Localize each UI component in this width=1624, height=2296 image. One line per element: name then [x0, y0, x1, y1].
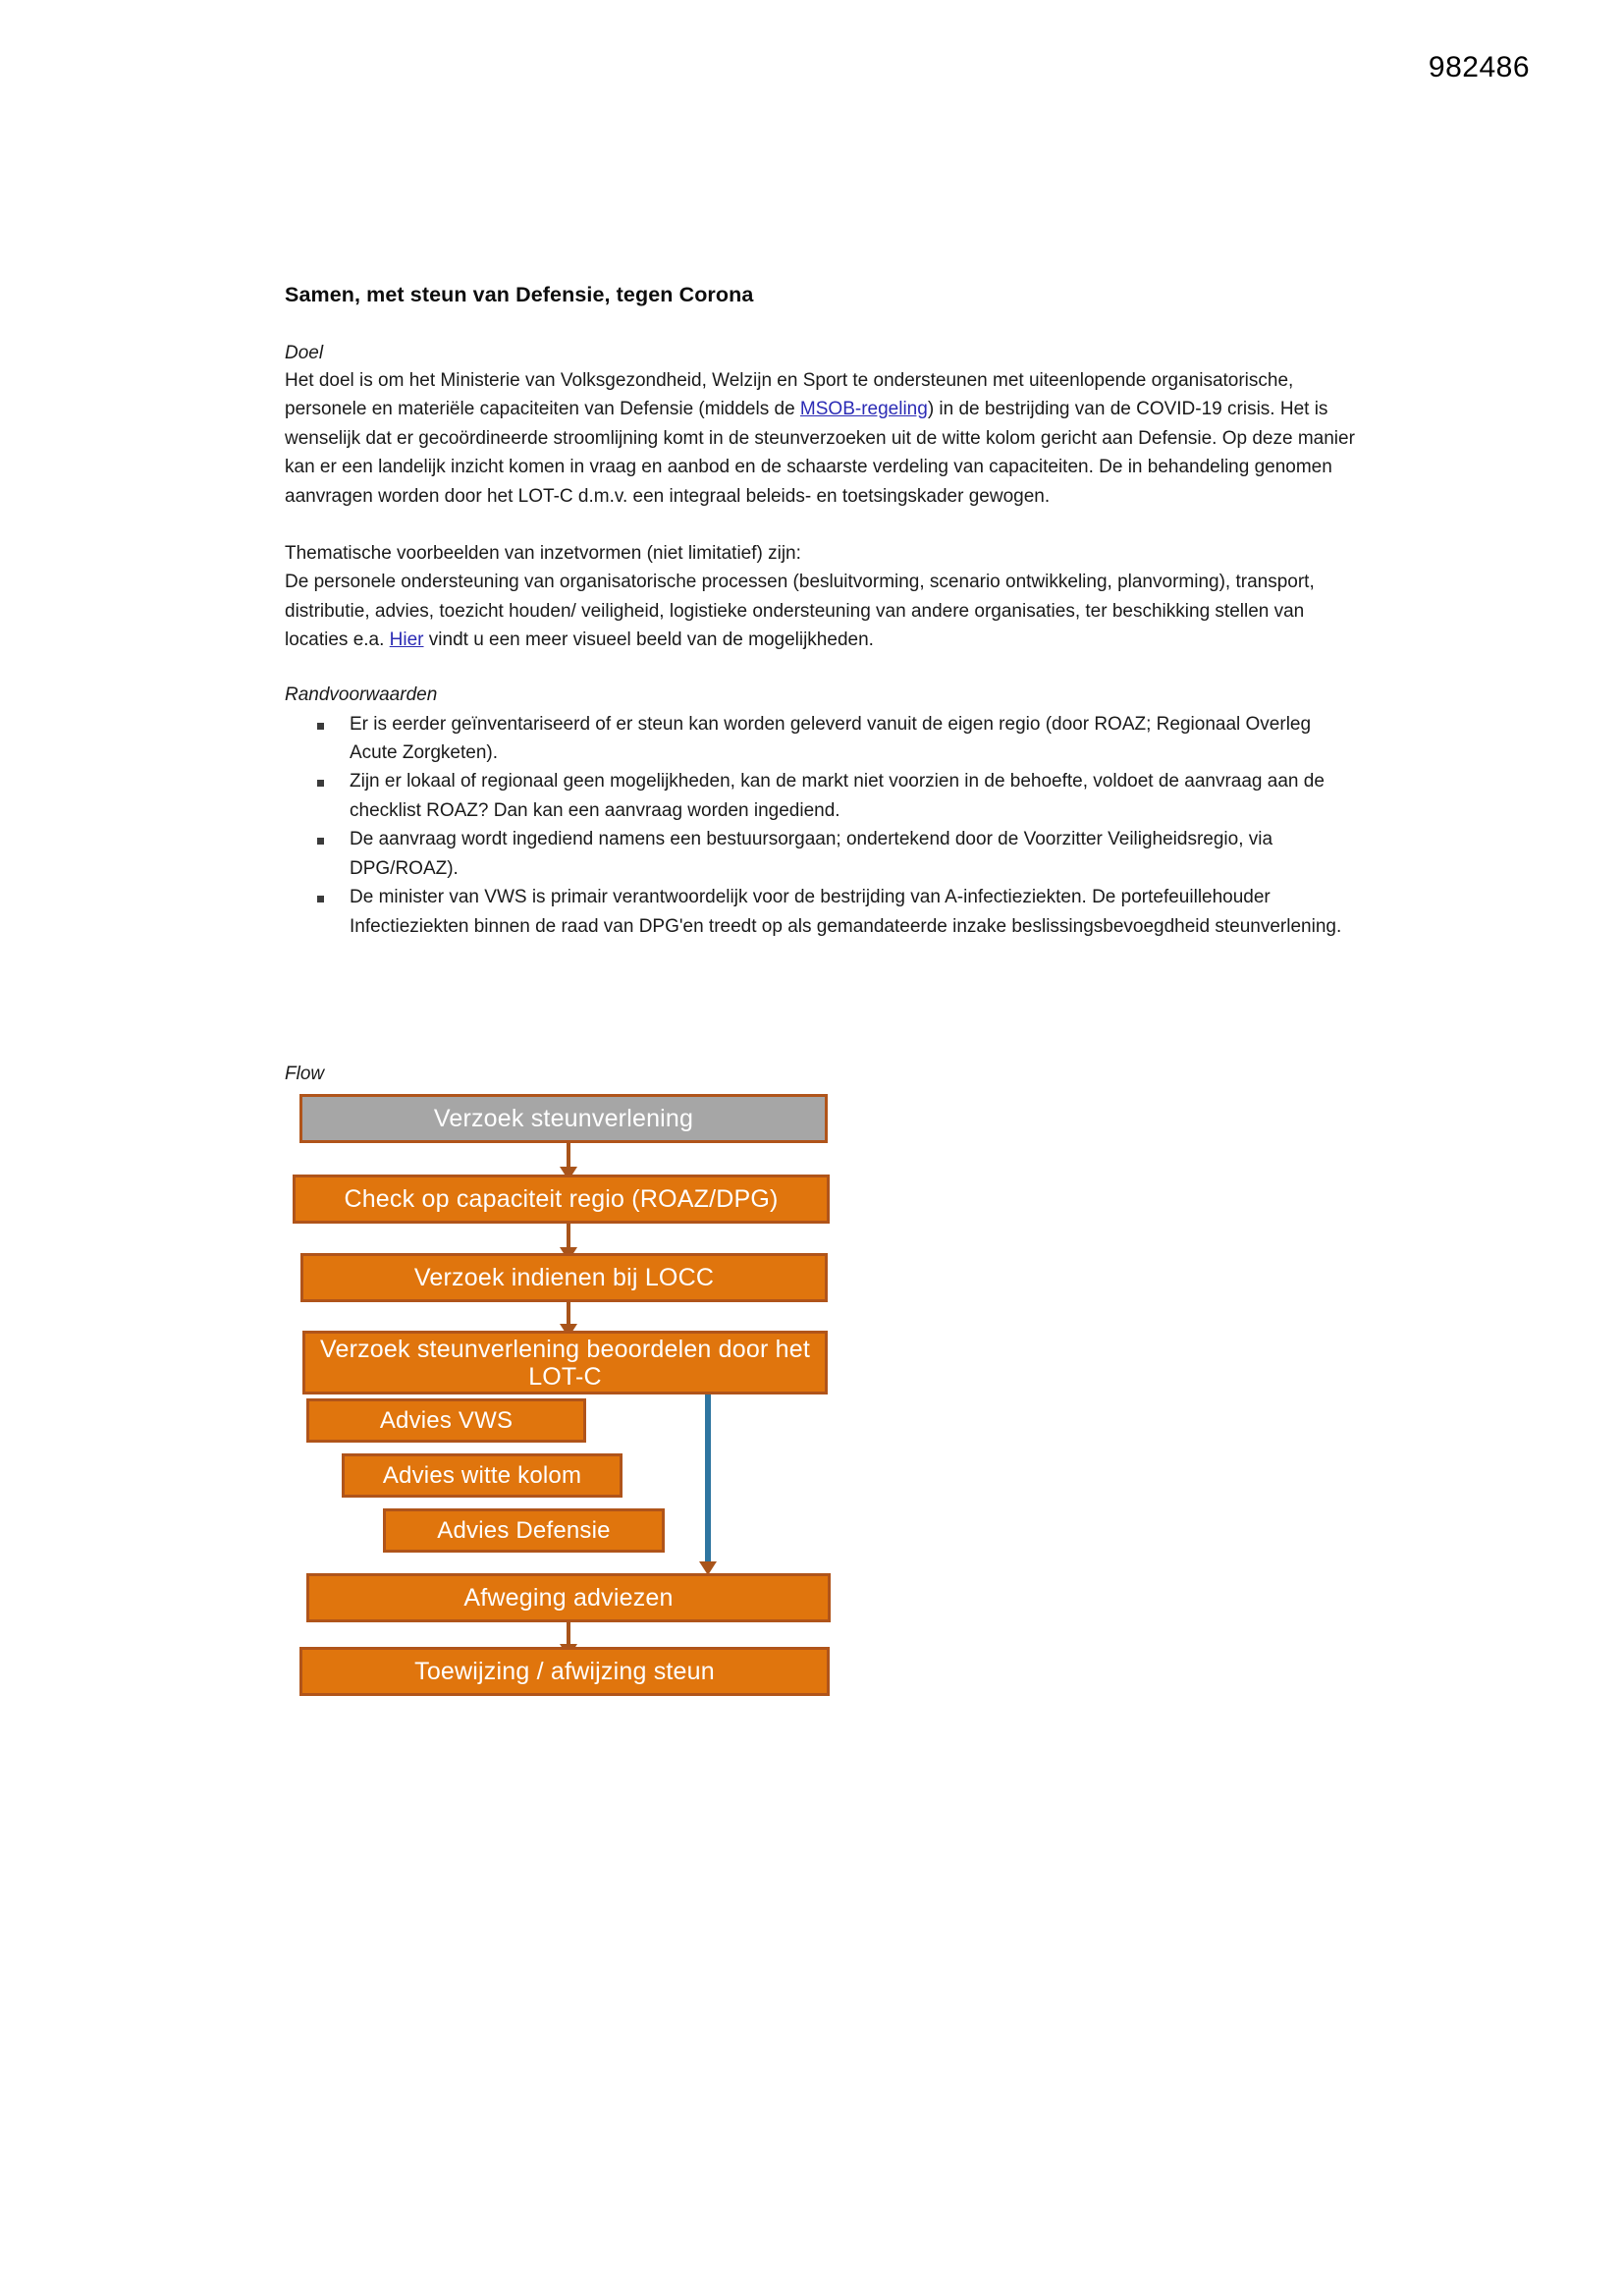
- paragraph-thematisch-intro: Thematische voorbeelden van inzetvormen (niet limitatief) zijn:: [285, 543, 801, 565]
- list-item: Er is eerder geïnventariseerd of er steun kan worden geleverd vanuit de eigen regio (door ROAZ; Regionaal Overleg Acute Zorgketen).: [285, 710, 1355, 768]
- paragraph-thematisch-text-1: De personele ondersteuning van organisatorische processen (besluitvorming, scenario ontwikkeling, planvorming), transport, distributie, advies, toezicht houden/ veiligheid, logistieke ondersteuning van andere organisaties, ter beschikking stellen van locaties e.a.: [285, 572, 1315, 651]
- msob-regeling-link[interactable]: MSOB-regeling: [799, 399, 928, 420]
- flow-box-check-capaciteit[interactable]: Check op capaciteit regio (ROAZ/DPG): [293, 1175, 830, 1224]
- paragraph-doel: [285, 366, 1355, 511]
- paragraph-doel-text-2: ) in de bestrijding van de COVID-19 crisis. Het is wenselijk dat er gecoördineerde stroomlijning komt in de steunverzoeken uit de witte kolom gericht aan Defensie. Op deze manier kan er een landelijk inzicht komen in vraag en aanbod en de schaarste verdeling van capaciteiten. De in behandeling genomen aanvragen worden door het LOT-C d.m.v. een integraal beleids- en toetsingskader gewogen.: [285, 399, 1355, 507]
- flow-connector-long-blue: [705, 1394, 711, 1567]
- flow-box-advies-vws[interactable]: Advies VWS: [306, 1398, 586, 1443]
- document-body: [285, 283, 1355, 941]
- randvoorwaarden-list: [285, 710, 1355, 941]
- flow-connector-3: [567, 1302, 570, 1330]
- document-number: 982486: [1428, 51, 1530, 83]
- flow-connector-1: [567, 1143, 570, 1173]
- flow-box-afweging-adviezen[interactable]: Afweging adviezen: [306, 1573, 831, 1622]
- flow-box-toewijzing-afwijzing[interactable]: Toewijzing / afwijzing steun: [299, 1647, 830, 1696]
- list-item: De aanvraag wordt ingediend namens een bestuursorgaan; ondertekend door de Voorzitter Veiligheidsregio, via DPG/ROAZ).: [285, 825, 1355, 883]
- flow-box-verzoek-indienen-locc[interactable]: Verzoek indienen bij LOCC: [300, 1253, 828, 1302]
- flow-connector-2: [567, 1224, 570, 1253]
- list-item: De minister van VWS is primair verantwoordelijk voor de bestrijding van A-infectieziekten. De portefeuillehouder Infectieziekten binnen de raad van DPG'en treedt op als gemandateerde inzake beslissingsbevoegdheid steunverlening.: [285, 883, 1355, 941]
- section-heading-flow: Flow: [285, 1064, 325, 1084]
- flow-box-advies-witte-kolom[interactable]: Advies witte kolom: [342, 1453, 623, 1498]
- flow-box-beoordelen-lotc[interactable]: Verzoek steunverlening beoordelen door het LOT-C: [302, 1331, 828, 1394]
- hier-link[interactable]: Hier: [389, 629, 424, 651]
- page-title: Samen, met steun van Defensie, tegen Corona: [285, 283, 754, 306]
- flow-box-verzoek-steunverlening[interactable]: Verzoek steunverlening: [299, 1094, 828, 1143]
- paragraph-thematisch: [285, 568, 1355, 654]
- list-item: Zijn er lokaal of regionaal geen mogelijkheden, kan de markt niet voorzien in de behoefte, voldoet de aanvraag aan de checklist ROAZ? Dan kan een aanvraag worden ingediend.: [285, 767, 1355, 825]
- section-heading-doel: Doel: [285, 343, 324, 363]
- flow-connector-4: [567, 1622, 570, 1650]
- flow-box-advies-defensie[interactable]: Advies Defensie: [383, 1508, 665, 1553]
- paragraph-doel-text-1: Het doel is om het Ministerie van Volksgezondheid, Welzijn en Sport te ondersteunen met uiteenlopende organisatorische, personele en materiële capaciteiten van Defensie (middels de: [285, 370, 1294, 420]
- paragraph-thematisch-text-2: vindt u een meer visueel beeld van de mogelijkheden.: [423, 629, 874, 651]
- section-heading-randvoorwaarden: Randvoorwaarden: [285, 683, 438, 705]
